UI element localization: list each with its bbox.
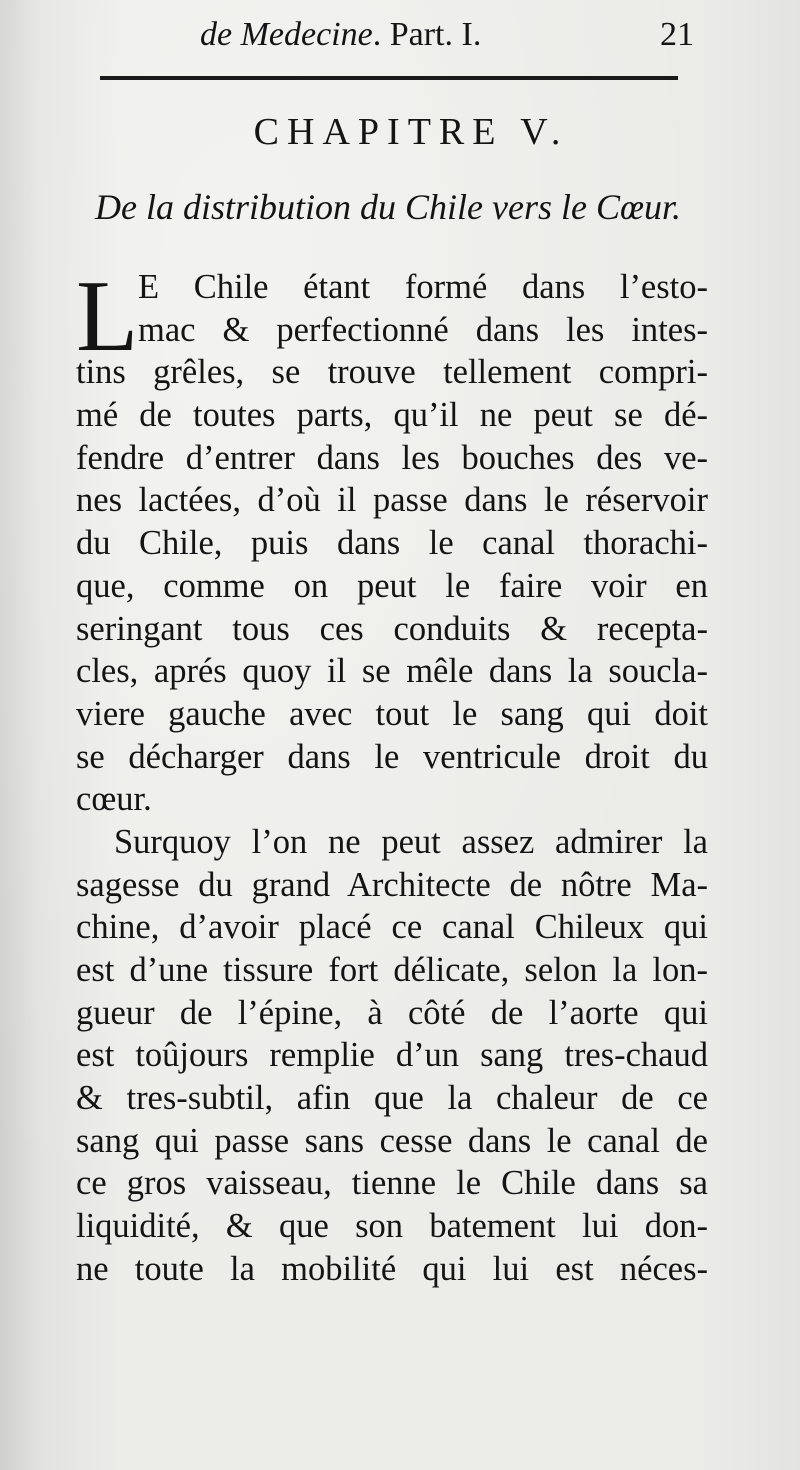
text-line: tins grêles, se trouve tellement compri-: [76, 353, 708, 392]
text-line: que, comme on peut le faire voir en: [76, 566, 708, 605]
text-line: ne toute la mobilité qui lui est néces-: [76, 1249, 708, 1288]
running-title-italic: de Medecine: [200, 16, 373, 53]
text-line: du Chile, puis dans le canal thorachi-: [76, 524, 708, 563]
page-number: 21: [660, 16, 694, 53]
text-line: E Chile étant formé dans l’esto-: [138, 268, 708, 306]
text-line: seringant tous ces conduits & recepta-: [76, 609, 708, 648]
text-line: est d’une tissure fort délicate, selon la lon-: [76, 951, 708, 989]
text-line: gueur de l’épine, à côté de l’aorte qui: [76, 993, 708, 1032]
chapter-heading: CHAPITRE V.: [253, 111, 569, 153]
body-text: [76, 260, 708, 1291]
text-line: fendre d’entrer dans les bouches des ve-: [76, 438, 708, 477]
text-line: sagesse du grand Architecte de nôtre Ma-: [76, 865, 708, 904]
text-line: viere gauche avec tout le sang qui doit: [76, 694, 708, 733]
text-line: cles, aprés quoy il se mêle dans la soucla-: [76, 652, 708, 691]
header-rule: [100, 76, 678, 80]
text-line: mac & perfectionné dans les intes-: [138, 310, 708, 349]
text-line: ce gros vaisseau, tienne le Chile dans sa: [76, 1164, 708, 1203]
running-title: [200, 16, 481, 54]
running-head: [0, 16, 800, 62]
text-line: se décharger dans le ventricule droit du: [76, 737, 708, 776]
chapter-title: De la distribution du Chile vers le Cœur.: [94, 187, 681, 227]
drop-cap: L: [76, 260, 139, 373]
text-line: sang qui passe sans cesse dans le canal de: [76, 1121, 708, 1160]
text-line: nes lactées, d’où il passe dans le réservoir: [76, 481, 708, 520]
text-line: & tres-subtil, afin que la chaleur de ce: [76, 1079, 708, 1118]
running-title-part: . Part. I.: [372, 16, 482, 53]
text-line-paragraph-end: cœur.: [76, 780, 152, 819]
text-line: liquidité, & que son batement lui don-: [76, 1207, 708, 1246]
text-line-paragraph-start: Surquoy l’on ne peut assez admirer la: [114, 822, 708, 861]
text-line: mé de toutes parts, qu’il ne peut se dé-: [76, 396, 708, 435]
text-line: chine, d’avoir placé ce canal Chileux qui: [76, 908, 708, 947]
text-line: est toûjours remplie d’un sang tres-chaud: [76, 1036, 708, 1075]
